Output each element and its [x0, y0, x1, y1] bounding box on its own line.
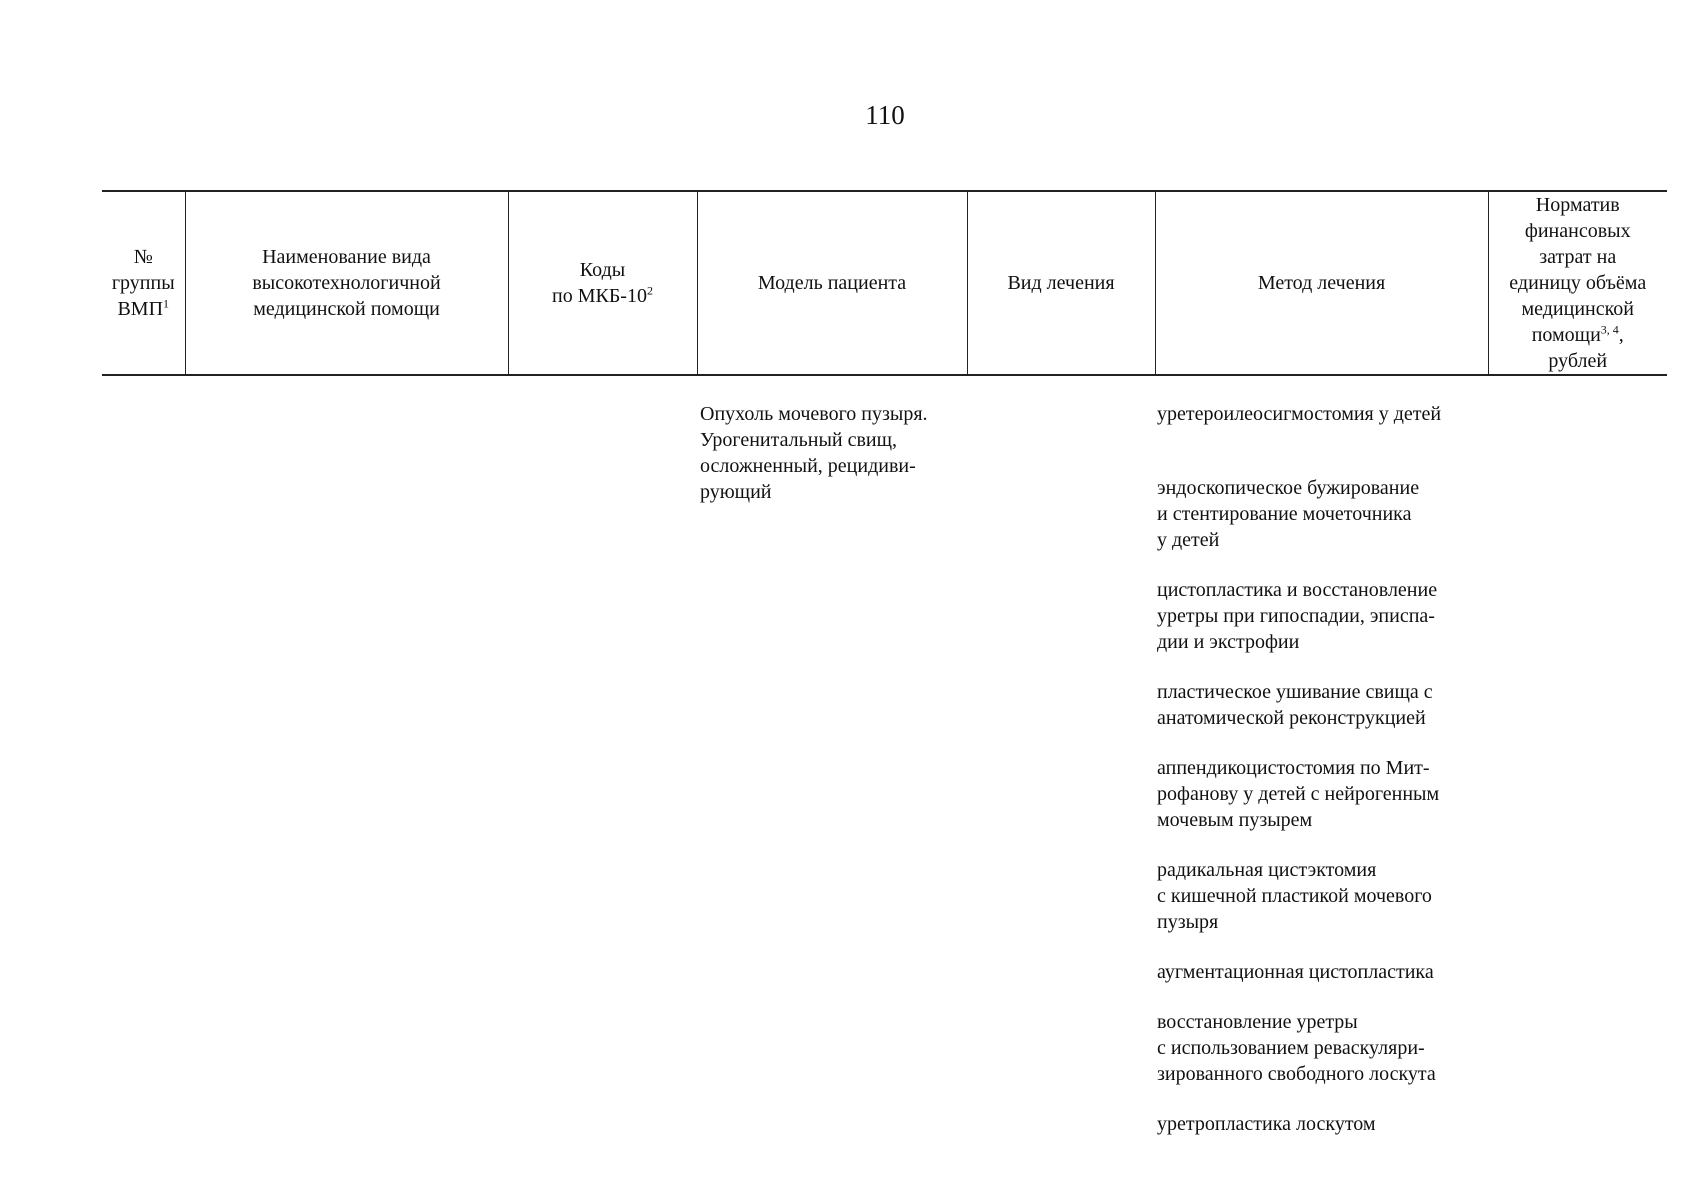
column-header-label: Метод лечения	[1257, 272, 1386, 294]
treatment-method-item: аппендикоцистостомия по Мит- рофанову у детей с нейрогенным мочевым пузырем	[1157, 757, 1440, 831]
treatment-method-item: цистопластика и восстановление уретры при гипоспадии, эписпа- дии и экстрофии	[1157, 579, 1438, 653]
treatment-method-item: аугментационная цистопластика	[1157, 961, 1434, 983]
column-header-treatment-type	[967, 191, 1155, 375]
column-header-label: № группы ВМП	[111, 246, 175, 320]
table-header	[102, 190, 1667, 376]
column-header-patient-model	[697, 191, 967, 375]
column-header-label-end: , рублей	[1548, 324, 1624, 372]
treatment-method-item: пластическое ушивание свища с анатомической реконструкцией	[1157, 681, 1433, 729]
treatment-method-item: радикальная цистэктомия с кишечной пластикой мочевого пузыря	[1157, 859, 1432, 933]
column-header-label: Наименование вида высокотехнологичной медицинской помощи	[252, 246, 441, 320]
footnote-marker: 2	[646, 283, 653, 298]
column-header-label: Модель пациента	[757, 272, 907, 294]
column-header-name	[185, 191, 508, 375]
treatment-method-item: восстановление уретры с использованием реваскуляри- зированного свободного лоскута	[1157, 1011, 1436, 1085]
treatment-method-item: уретероилеосигмостомия у детей	[1157, 403, 1442, 425]
treatment-method-item: эндоскопическое бужирование и стентирование мочеточника у детей	[1157, 477, 1420, 551]
column-header-label: Коды по МКБ-10	[552, 259, 647, 307]
footnote-marker: 3, 4	[1600, 322, 1619, 337]
column-header-treatment-method	[1155, 191, 1488, 375]
column-header-label: Вид лечения	[1007, 272, 1115, 294]
page-number: 110	[865, 100, 905, 130]
patient-model-cell: Опухоль мочевого пузыря. Урогенитальный свищ, осложненный, рецидиви- рующий	[700, 403, 928, 503]
column-header-label: Норматив финансовых затрат на единицу объёма медицинской помощи	[1509, 194, 1647, 346]
column-header-group-number	[102, 191, 185, 375]
footnote-marker: 1	[163, 296, 170, 311]
column-header-codes	[508, 191, 697, 375]
treatment-methods-list	[1157, 401, 1487, 1161]
treatment-method-item: уретропластика лоскутом	[1157, 1113, 1376, 1135]
column-header-cost-norm	[1488, 191, 1667, 375]
